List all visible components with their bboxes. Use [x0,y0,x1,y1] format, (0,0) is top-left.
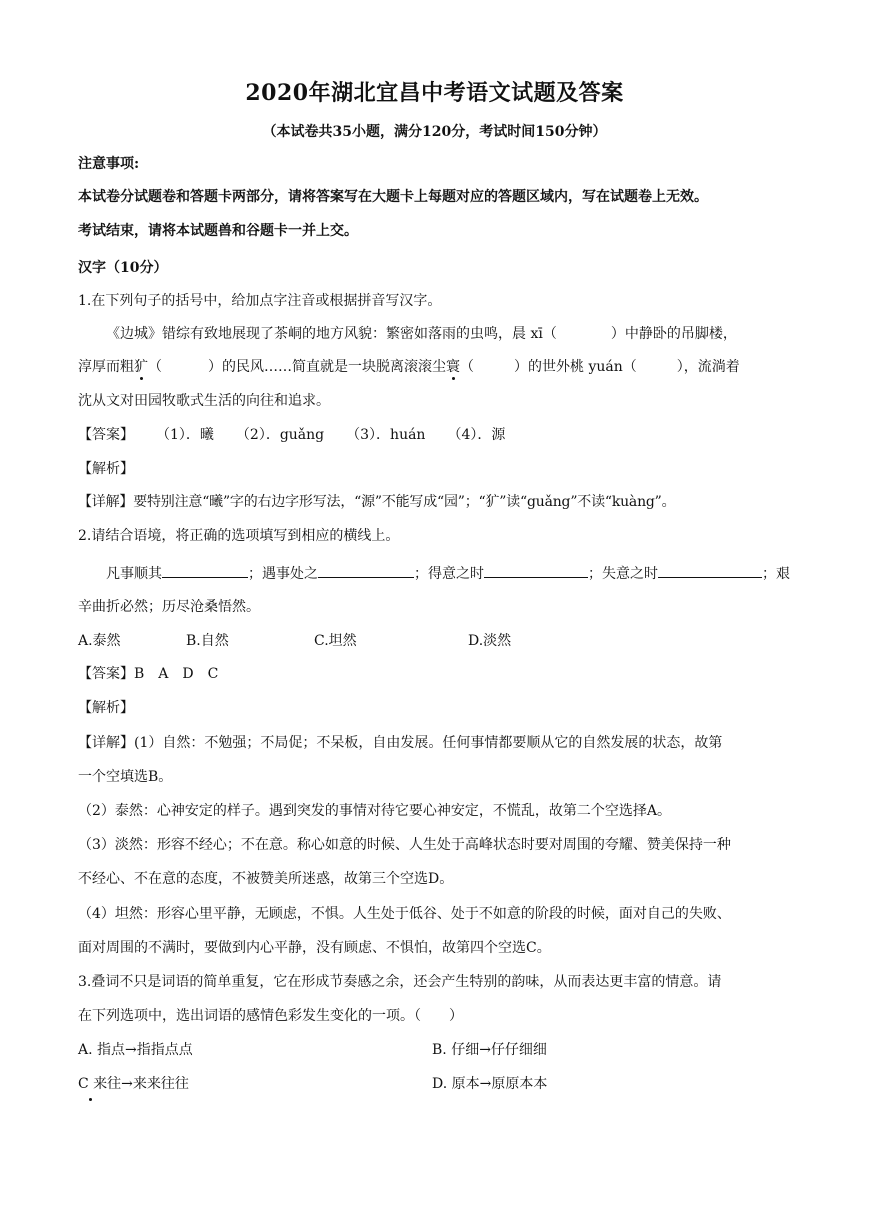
exam-info: （本试卷共35小题，满分120分，考试时间150分钟） [262,124,607,140]
q2-detail-4a: （4）坦然：形容心里平静，无顾虑，不惧。人生处于低谷、处于不如意的阶段的时候，面对自己的失败、 [78,906,731,922]
section-heading-hanzi: 汉字（10分） [78,260,168,276]
q1-passage-text: 《边城》错综有致地展现了茶峒的地方风貌：繁密如落雨的虫鸣，晨 xī（ [106,326,557,342]
q1-passage-text: 淳厚而粗 [78,359,134,375]
q1-passage-text: （ [148,359,162,375]
emphasis-dot [89,1098,92,1101]
fill-blank [162,563,248,578]
q2-option-a: A.泰然 [78,633,121,649]
q2-detail-1a: 【详解】(1）自然：不勉强；不局促；不呆板，自由发展。任何事情都要顺从它的自然发展的状态，故第 [78,735,723,751]
q2-detail-3a: （3）淡然：形容不经心；不在意。称心如意的时候、人生处于高峰状态时要对周围的夸耀、赞美保持一种 [78,837,731,853]
fill-blank [658,563,762,578]
q1-passage-text: ）的世外桃 yuán（ [514,359,637,375]
q3-option-a: A. 指点→指指点点 [78,1042,193,1058]
answer-label: 【答案】 [78,427,134,443]
notice-heading: 注意事项: [78,156,140,172]
q2-answer: 【答案】B A D C [78,666,219,682]
q2-detail-1b: 一个空填选B。 [78,769,173,785]
q1-detail: 【详解】要特别注意“曦”字的右边字形写法，“源”不能写成“园”；“犷”读“guǎng”不读“kuàng”。 [78,494,676,510]
q2-analysis-label: 【解析】 [78,700,134,716]
fill-blank [484,563,588,578]
page-title: 2020年湖北宜昌中考语文试题及答案 [245,80,624,106]
q2-option-c: C.坦然 [314,633,357,649]
q1-passage-line-2 [78,357,790,377]
q2-sentence-text: ；得意之时 [414,566,484,582]
q2-detail-2: （2）泰然：心神安定的样子。遇到突发的事情对待它要心神安定，不慌乱，故第二个空选择A。 [78,803,672,819]
q1-analysis-label: 【解析】 [78,461,134,477]
q2-option-b: B.自然 [186,633,229,649]
q2-sentence-text: ；遇事处之 [248,566,318,582]
answer-item: （1）．曦 [156,427,214,443]
q3-option-b: B. 仔细→仔仔细细 [432,1042,547,1058]
q2-detail-3b: 不经心、不在意的态度，不被赞美所迷惑，故第三个空选D。 [78,871,454,887]
q3-option-d: D. 原本→原原本本 [432,1076,548,1092]
q2-sentence-text: ；失意之时 [588,566,658,582]
q3-prompt-1: 3.叠词不只是词语的简单重复，它在形成节奏感之余，还会产生特别的韵味，从而表达更丰富的情意。请 [78,974,722,990]
q2-detail-4b: 面对周围的不满时，要做到内心平静，没有顾虑、不惧怕，故第四个空选C。 [78,940,551,956]
q1-answer [78,425,790,445]
q2-sentence-text: ；艰 [762,566,790,582]
q2-sentence-line-1 [106,563,790,584]
dotted-char: 寰 [446,359,460,375]
q3-option-c: C 来往→来来往往 [78,1076,189,1092]
q1-passage-line-3: 沈从文对田园牧歌式生活的向往和追求。 [78,393,330,409]
q1-passage-line-1 [106,324,790,344]
q2-sentence-text: 凡事顺其 [106,566,162,582]
q2-sentence-line-2: 辛曲折必然；历尽沧桑悟然。 [78,599,260,615]
answer-item: （3）．huán [346,427,426,443]
answer-item: （4）．源 [447,427,506,443]
q1-passage-text: ）的民风……简直就是一块脱离滚滚尘 [208,359,446,375]
q1-prompt: 1.在下列句子的括号中，给加点字注音或根据拼音写汉字。 [78,293,442,309]
q1-passage-text: ）中静卧的吊脚楼， [610,326,737,342]
q3-prompt-2: 在下列选项中，选出词语的感情色彩发生变化的一项。（ ） [78,1008,463,1024]
q1-passage-text: ），流淌着 [676,359,740,375]
q1-passage-text: （ [460,359,474,375]
notice-line-1: 本试卷分试题卷和答题卡两部分，请将答案写在大题卡上每题对应的答题区域内，写在试题卷上无效。 [78,189,708,205]
q2-option-d: D.淡然 [468,633,512,649]
dotted-char: 犷 [134,359,148,375]
fill-blank [318,563,414,578]
q2-prompt: 2.请结合语境，将正确的选项填写到相应的横线上。 [78,528,400,544]
notice-line-2: 考试结束，请将本试题兽和谷题卡一并上交。 [78,223,358,239]
answer-item: （2）．guǎng [235,427,325,443]
